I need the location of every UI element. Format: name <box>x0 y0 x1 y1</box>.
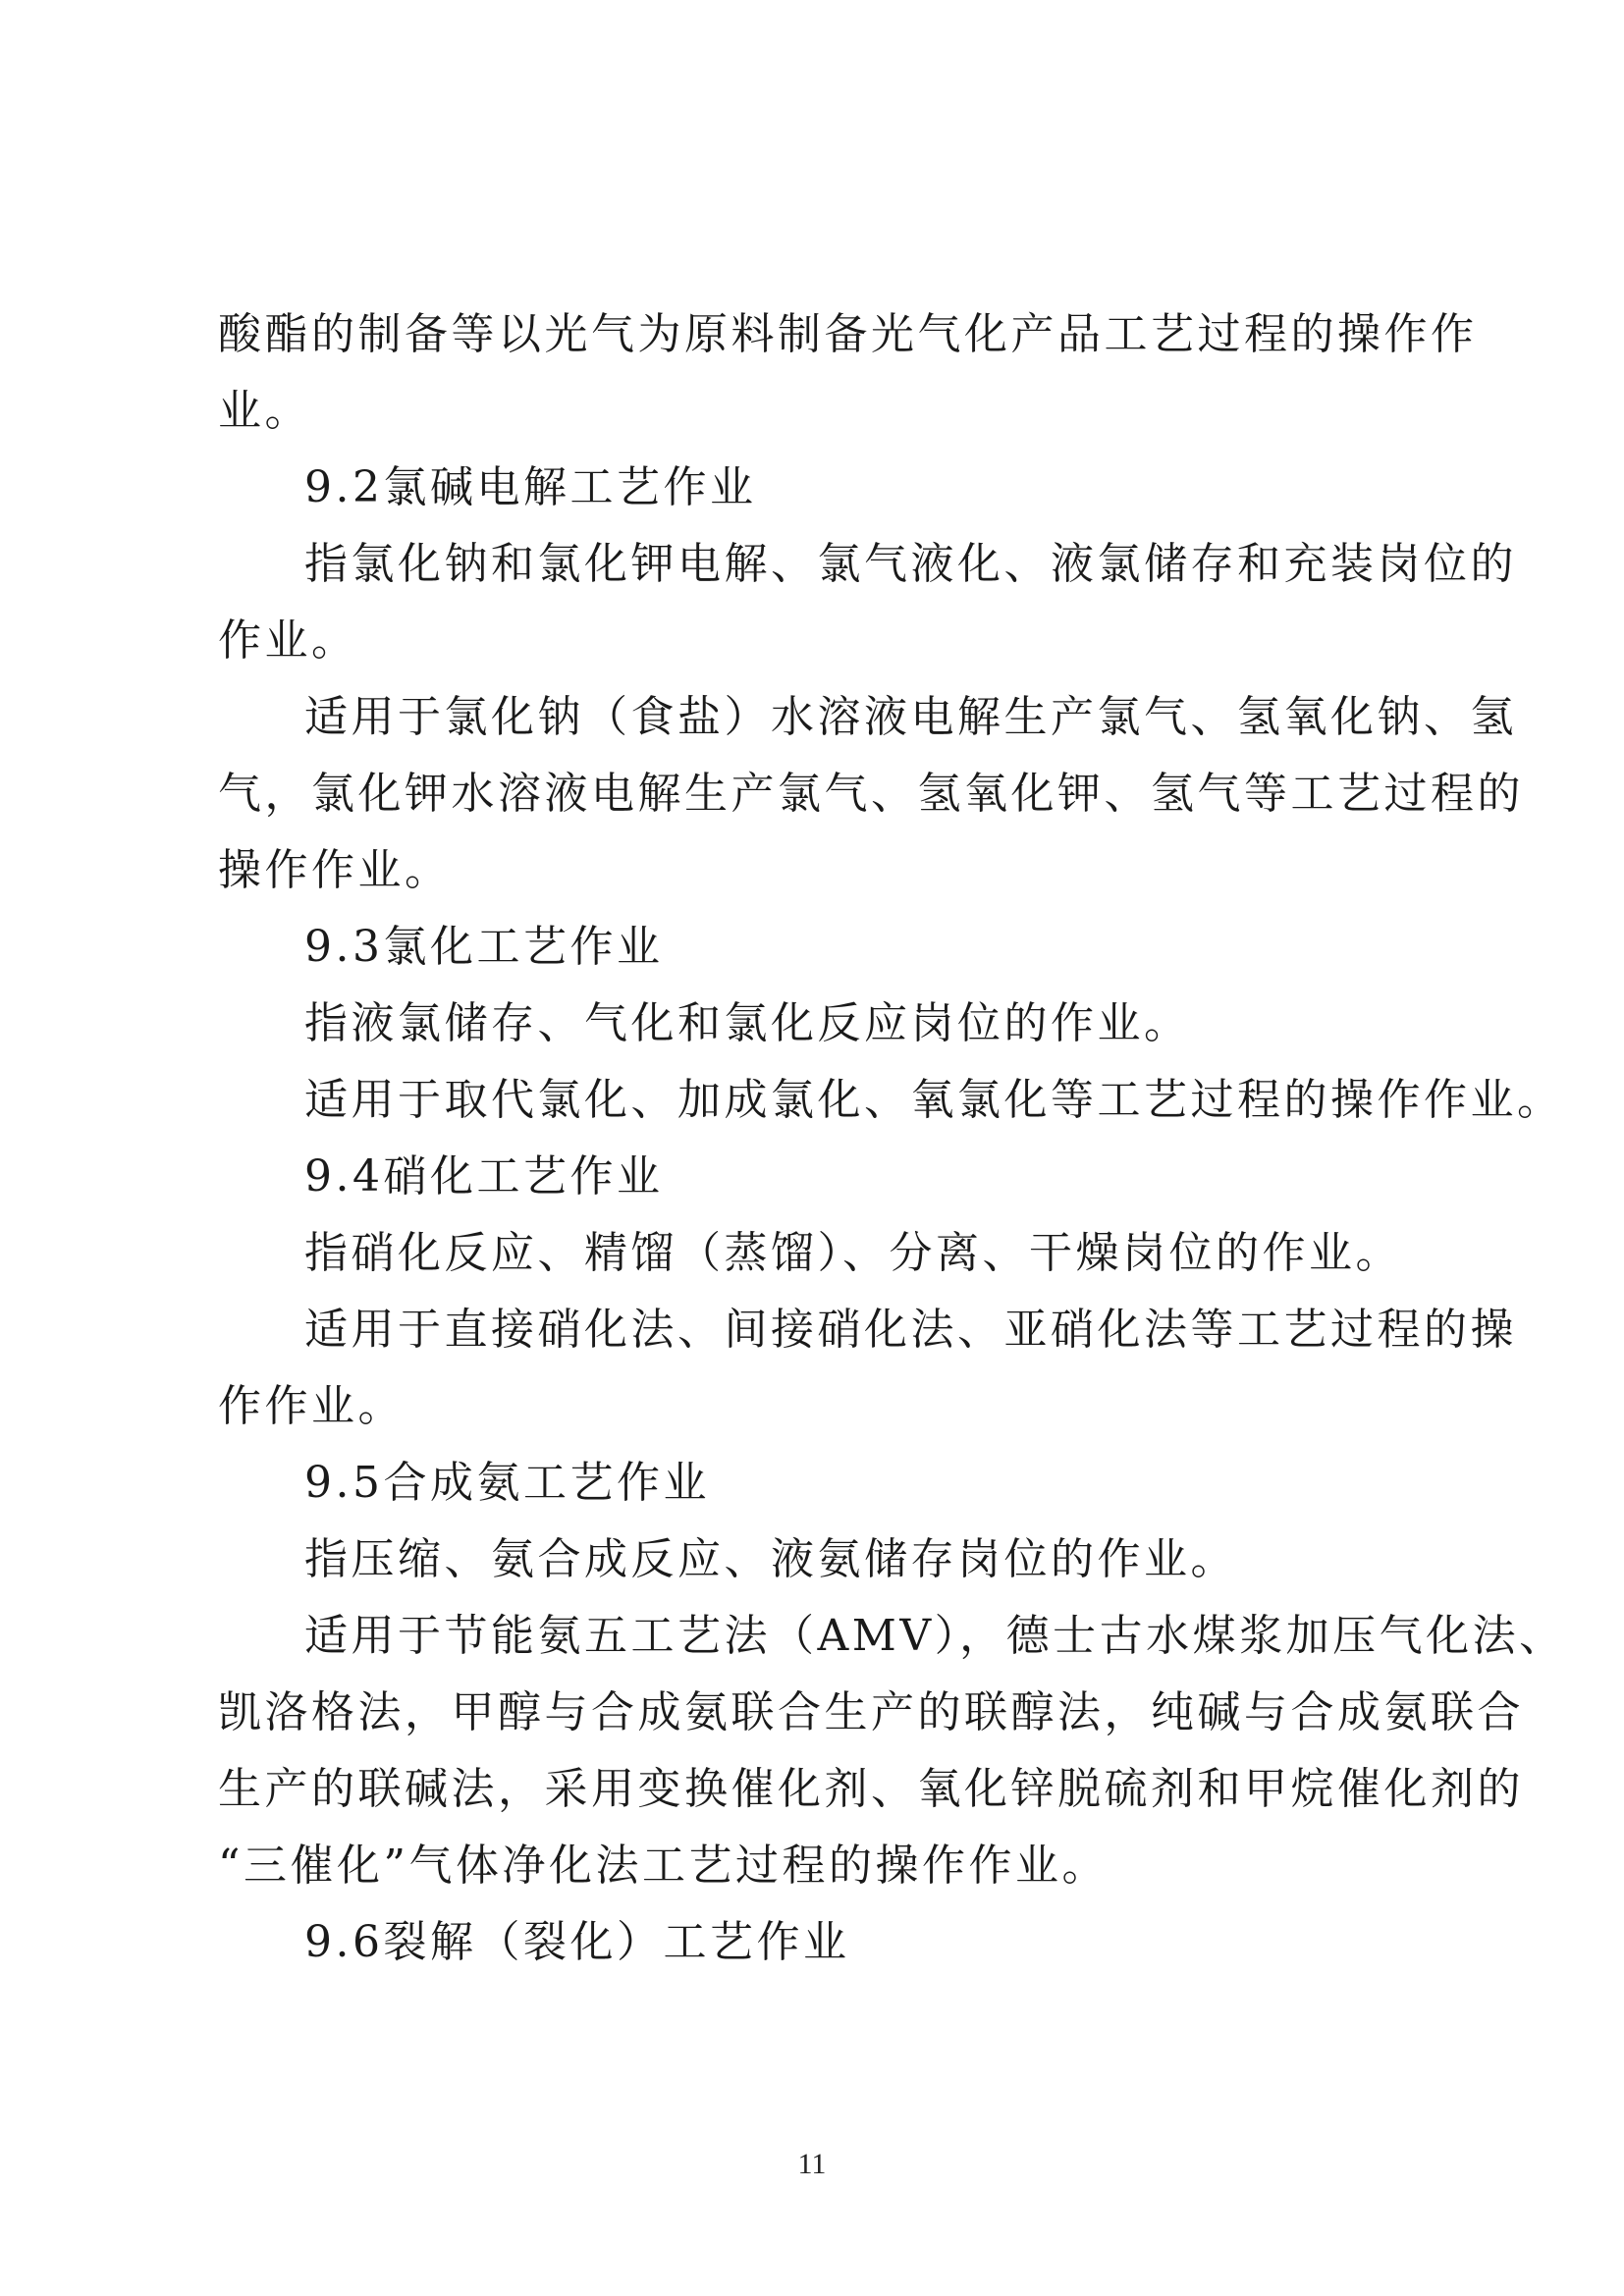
page-number: 11 <box>797 2148 827 2180</box>
text-line: 气，氯化钾水溶液电解生产氯气、氢氧化钾、氢气等工艺过程的 <box>218 769 1524 819</box>
text-line: “三催化”气体净化法工艺过程的操作作业。 <box>218 1841 1109 1891</box>
text-line: 作作业。 <box>218 1381 405 1431</box>
text-line: 酸酯的制备等以光气为原料制备光气化产品工艺过程的操作作 <box>218 309 1478 359</box>
text-line: 指压缩、氨合成反应、液氨储存岗位的作业。 <box>304 1534 1237 1584</box>
document-body <box>218 296 1566 1981</box>
text-line: 凯洛格法，甲醇与合成氨联合生产的联醇法，纯碱与合成氨联合 <box>218 1687 1524 1737</box>
text-line: 指硝化反应、精馏（蒸馏）、分离、干燥岗位的作业。 <box>304 1228 1402 1278</box>
section-heading: 9.6裂解（裂化）工艺作业 <box>304 1917 850 1967</box>
section-heading: 9.3氯化工艺作业 <box>304 922 664 972</box>
text-line: 指液氯储存、气化和氯化反应岗位的作业。 <box>304 998 1191 1048</box>
section-heading: 9.5合成氨工艺作业 <box>304 1458 710 1508</box>
text-line: 生产的联碱法，采用变换催化剂、氧化锌脱硫剂和甲烷催化剂的 <box>218 1764 1524 1814</box>
section-heading: 9.4硝化工艺作业 <box>304 1151 664 1201</box>
text-line: 适用于节能氨五工艺法（AMV），德士古水煤浆加压气化法、 <box>304 1611 1566 1661</box>
text-line: 指氯化钠和氯化钾电解、氯气液化、液氯储存和充装岗位的 <box>304 539 1517 589</box>
text-line: 适用于取代氯化、加成氯化、氧氯化等工艺过程的操作作业。 <box>304 1075 1564 1125</box>
text-line: 业。 <box>218 386 311 436</box>
text-line: 操作作业。 <box>218 845 452 895</box>
section-heading: 9.2氯碱电解工艺作业 <box>304 462 757 512</box>
text-line: 适用于氯化钠（食盐）水溶液电解生产氯气、氢氧化钠、氢 <box>304 692 1517 742</box>
text-line: 作业。 <box>218 615 358 666</box>
text-line: 适用于直接硝化法、间接硝化法、亚硝化法等工艺过程的操 <box>304 1305 1517 1355</box>
